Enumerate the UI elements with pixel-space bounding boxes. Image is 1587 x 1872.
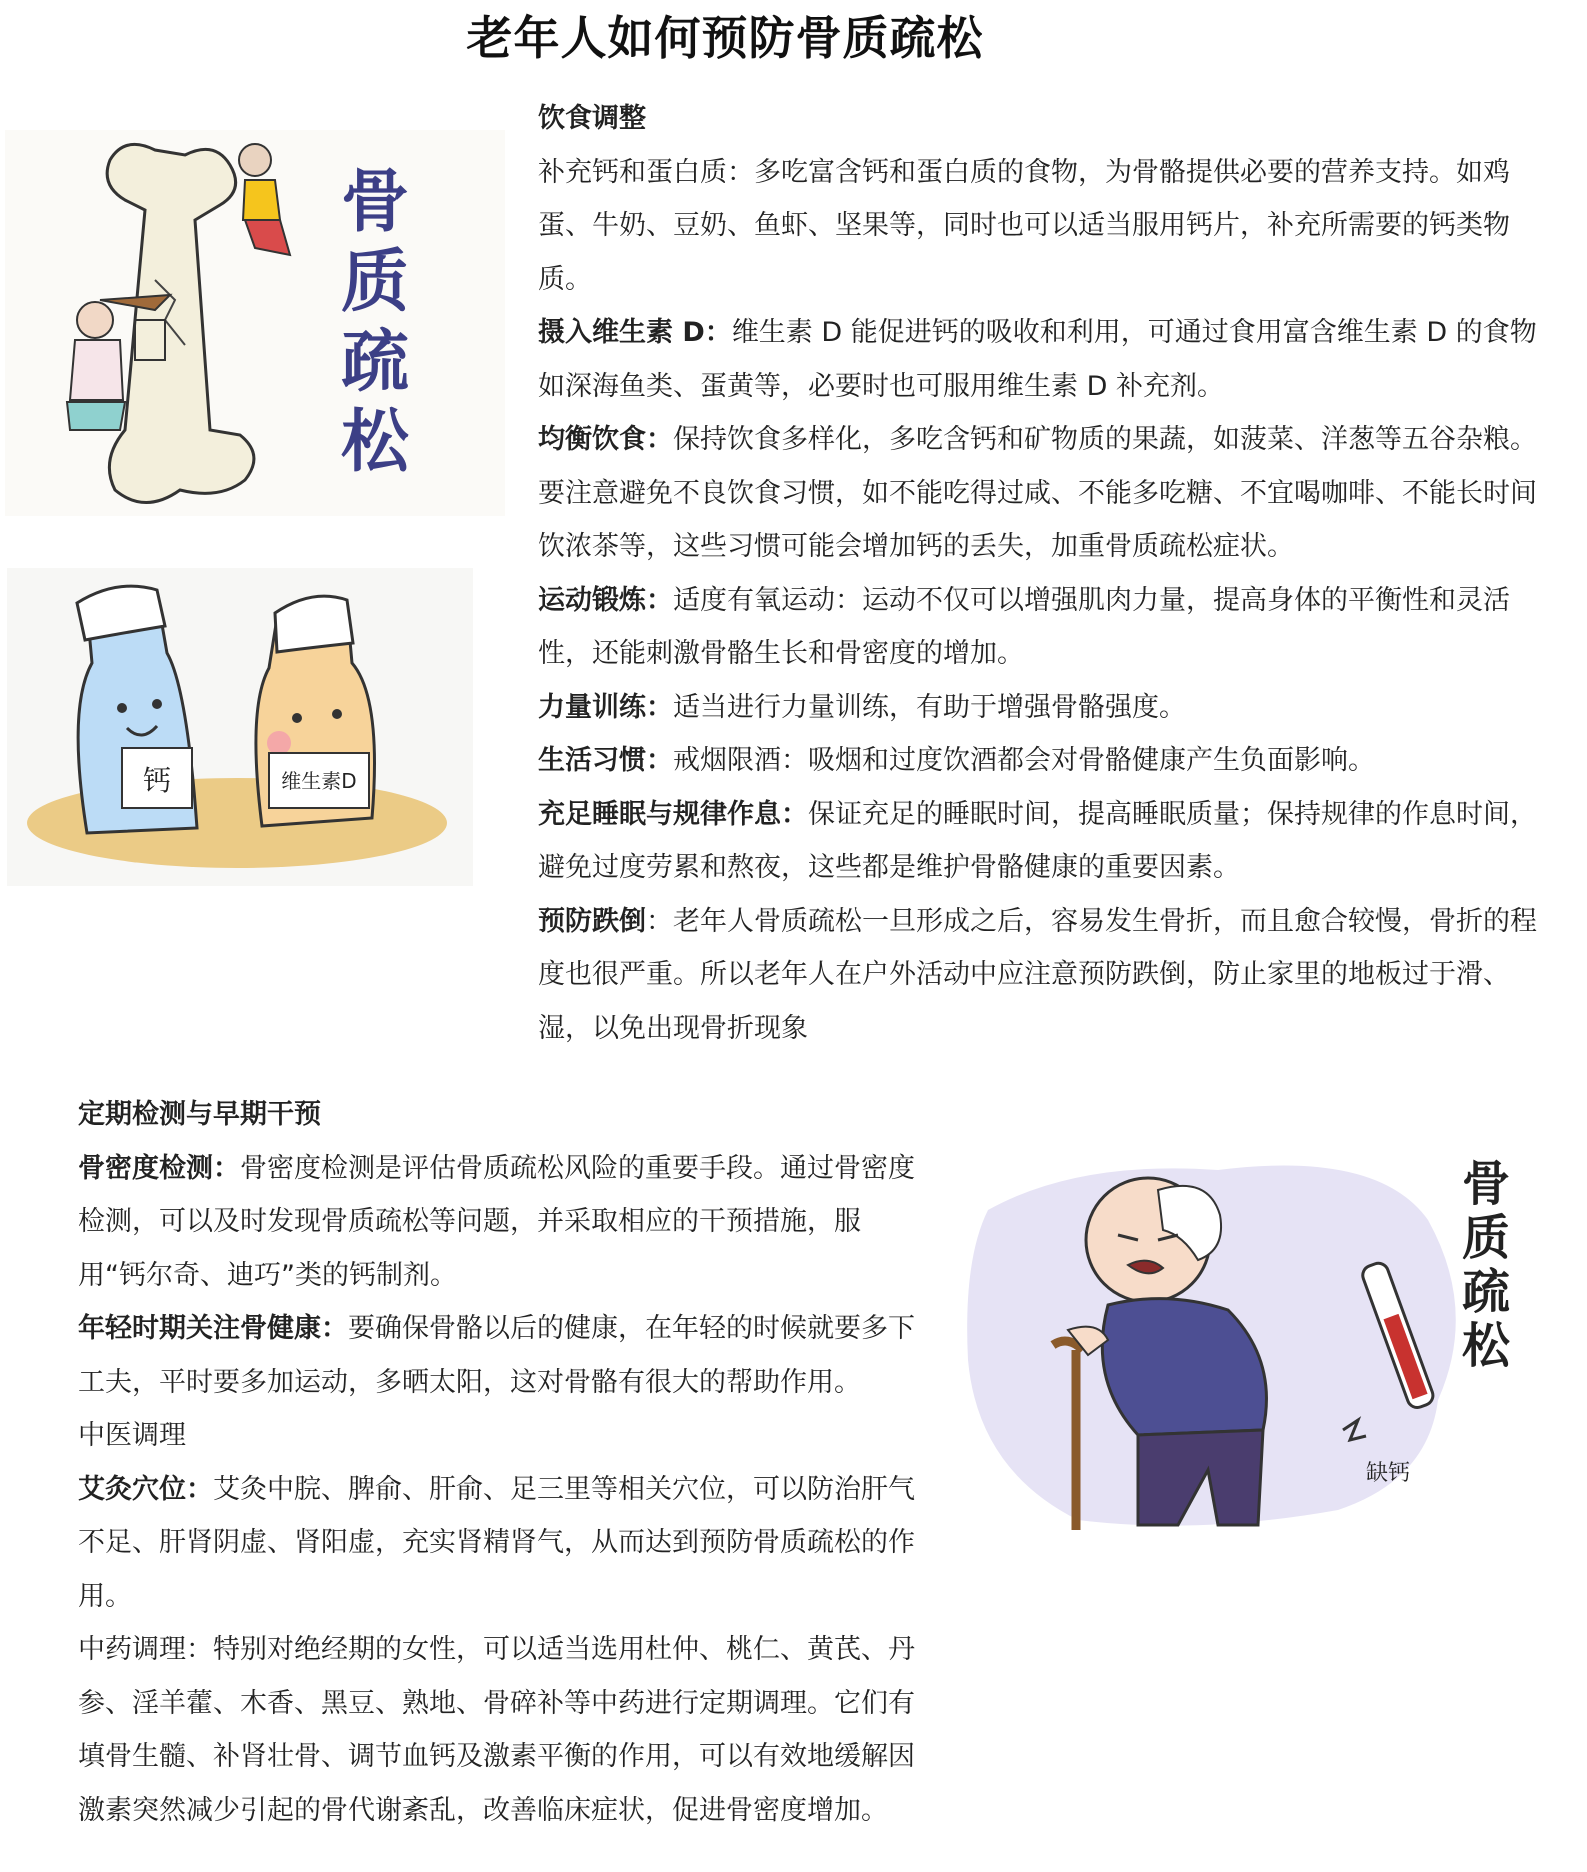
bottle-label-calcium: 钙 bbox=[142, 764, 172, 797]
sleep-text: 保证充足的睡眠时间，提高睡眠质量；保持规律的作息时间，避免过度劳累和熬夜，这些都是维护骨骼健康的重要因素。 bbox=[538, 798, 1537, 883]
detect-paragraph-moxibustion bbox=[78, 1463, 928, 1624]
elder-caption-char-3: 疏 bbox=[1461, 1264, 1511, 1320]
detect-heading: 定期检测与早期干预 bbox=[78, 1099, 321, 1130]
diet-section bbox=[538, 92, 1548, 1055]
vitamin-d-text: 维生素 D 能促进钙的吸收和利用，可通过食用富含维生素 D 的食物如深海鱼类、蛋黄等，必要时也可服用维生素 D 补充剂。 bbox=[538, 317, 1537, 402]
habits-text: 戒烟限酒：吸烟和过度饮酒都会对骨骼健康产生负面影响。 bbox=[673, 745, 1375, 776]
detect-paragraph-density bbox=[78, 1142, 928, 1303]
elder-caption-char-4: 松 bbox=[1461, 1318, 1511, 1374]
elderly-man-illustration bbox=[958, 1140, 1530, 1535]
diet-paragraph-exercise bbox=[538, 574, 1548, 681]
bone-caption-char-1: 骨 bbox=[340, 162, 410, 242]
bottle-label-vitamin-d: 维生素D bbox=[281, 769, 357, 793]
moxibustion-label: 艾灸穴位： bbox=[78, 1473, 213, 1505]
density-text: 骨密度检测是评估骨质疏松风险的重要手段。通过骨密度检测，可以及时发现骨质疏松等问题，并采取相应的干预措施，服用“钙尔奇、迪巧”类的钙制剂。 bbox=[78, 1152, 915, 1291]
diet-paragraph-strength bbox=[538, 681, 1548, 735]
falls-label: 预防跌倒 bbox=[538, 905, 646, 937]
strength-text: 适当进行力量训练，有助于增强骨骼强度。 bbox=[673, 691, 1186, 723]
density-label: 骨密度检测： bbox=[78, 1152, 240, 1184]
vitamin-d-label: 摄入维生素 D： bbox=[538, 317, 732, 348]
tcm-heading: 中医调理 bbox=[78, 1420, 186, 1451]
habits-label: 生活习惯： bbox=[538, 745, 673, 776]
elder-caption-char-1: 骨 bbox=[1461, 1156, 1511, 1212]
diet-paragraph-vitamin-d bbox=[538, 306, 1548, 413]
strength-label: 力量训练： bbox=[538, 691, 673, 723]
bone-caption-char-3: 疏 bbox=[340, 322, 410, 402]
diet-paragraph-falls bbox=[538, 895, 1548, 1056]
calcium-deficiency-tag: 缺钙 bbox=[1365, 1461, 1411, 1486]
page-title: 老年人如何预防骨质疏松 bbox=[466, 11, 984, 65]
elder-caption-char-2: 质 bbox=[1461, 1210, 1511, 1266]
moxibustion-text: 艾灸中脘、脾俞、肝俞、足三里等相关穴位，可以防治肝气不足、肝肾阴虚、肾阳虚，充实肾精肾气，从而达到预防骨质疏松的作用。 bbox=[78, 1473, 915, 1612]
bone-caption-char-4: 松 bbox=[340, 402, 410, 482]
bone-caption-char-2: 质 bbox=[340, 242, 410, 322]
detect-paragraph-young bbox=[78, 1302, 928, 1409]
balanced-diet-text: 保持饮食多样化，多吃含钙和矿物质的果蔬，如菠菜、洋葱等五谷杂粮。要注意避免不良饮食习惯，如不能吃得过咸、不能多吃糖、不宜喝咖啡、不能长时间饮浓茶等，这些习惯可能会增加钙的丢失，加重骨质疏松症状。 bbox=[538, 424, 1537, 562]
detect-section bbox=[78, 1088, 928, 1837]
detect-paragraph-herbal: 中药调理：特别对绝经期的女性，可以适当选用杜仲、桃仁、黄芪、丹参、淫羊藿、木香、黑豆、熟地、骨碎补等中药进行定期调理。它们有填骨生髓、补肾壮骨、调节血钙及激素平衡的作用，可以有效地缓解因激素突然减少引起的骨代谢紊乱，改善临床症状，促进骨密度增加。 bbox=[78, 1634, 915, 1826]
diet-paragraph-sleep bbox=[538, 788, 1548, 895]
exercise-text: 适度有氧运动：运动不仅可以增强肌肉力量，提高身体的平衡性和灵活性，还能刺激骨骼生长和骨密度的增加。 bbox=[538, 584, 1510, 669]
young-text: 要确保骨骼以后的健康，在年轻的时候就要多下工夫，平时要多加运动，多晒太阳，这对骨骼有很大的帮助作用。 bbox=[78, 1313, 915, 1398]
exercise-label: 运动锻炼： bbox=[538, 584, 673, 616]
diet-paragraph-balanced bbox=[538, 413, 1548, 574]
sleep-label: 充足睡眠与规律作息： bbox=[538, 798, 808, 830]
diet-heading: 饮食调整 bbox=[538, 103, 646, 134]
diet-paragraph-calcium: 补充钙和蛋白质：多吃富含钙和蛋白质的食物，为骨骼提供必要的营养支持。如鸡蛋、牛奶、豆奶、鱼虾、坚果等，同时也可以适当服用钙片，补充所需要的钙类物质。 bbox=[538, 156, 1510, 295]
young-label: 年轻时期关注骨健康： bbox=[78, 1313, 348, 1344]
bottles-illustration bbox=[7, 568, 473, 886]
falls-text: ：老年人骨质疏松一旦形成之后，容易发生骨折，而且愈合较慢，骨折的程度也很严重。所以老年人在户外活动中应注意预防跌倒，防止家里的地板过于滑、湿，以免出现骨折现象 bbox=[538, 905, 1537, 1044]
balanced-diet-label: 均衡饮食： bbox=[538, 424, 673, 455]
diet-paragraph-habits bbox=[538, 734, 1548, 788]
bone-illustration bbox=[5, 130, 505, 516]
